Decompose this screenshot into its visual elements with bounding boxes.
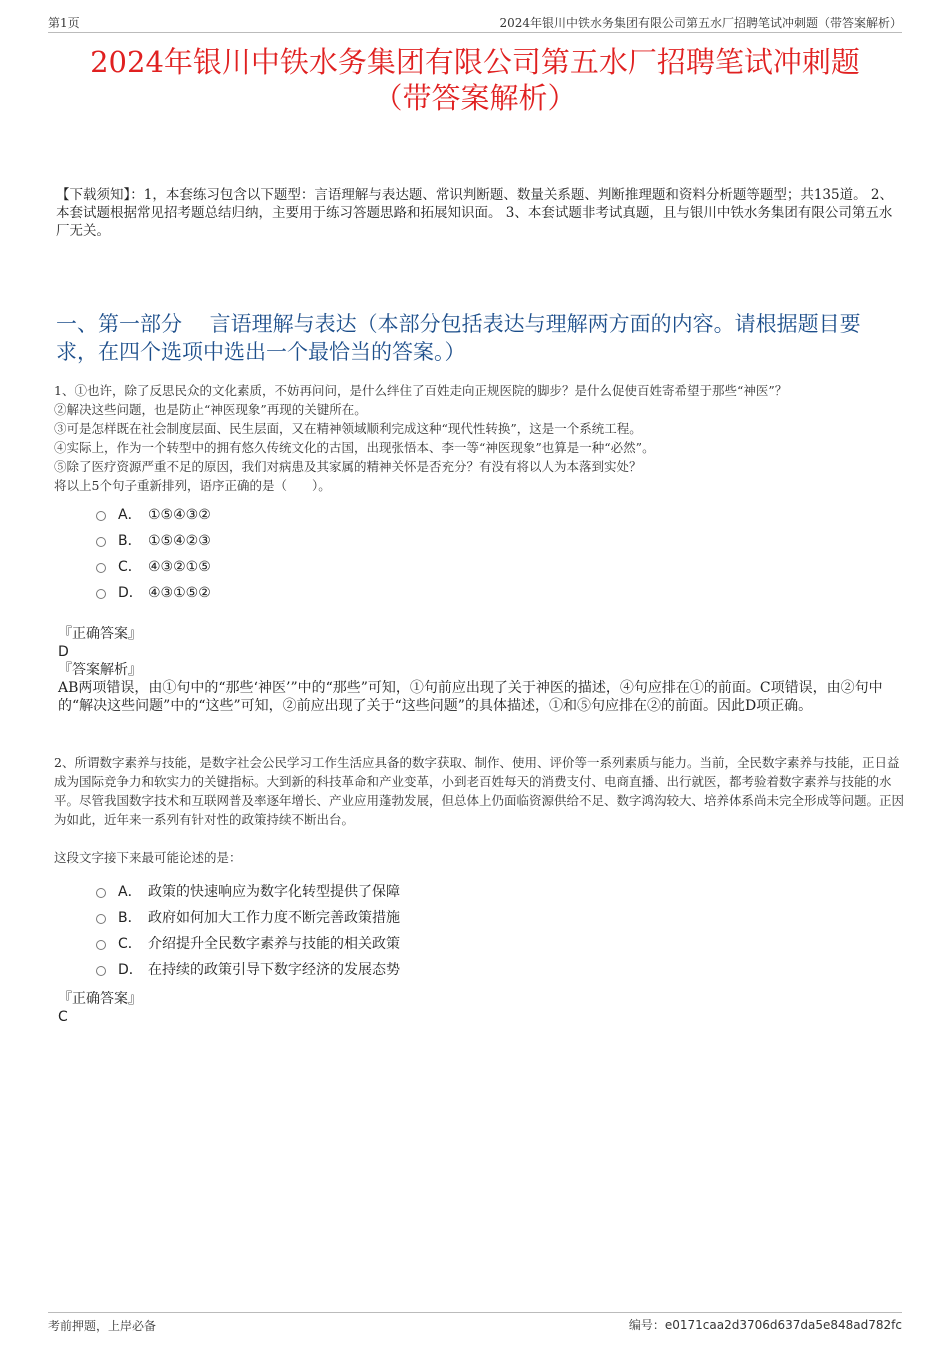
document-code: e0171caa2d3706d637da5e848ad782fc xyxy=(664,1318,902,1332)
answer-value: C xyxy=(58,1009,68,1025)
question-1-line: ②解决这些问题，也是防止“神医现象”再现的关键所在。 xyxy=(54,402,367,417)
footer-slogan: 考前押题，上岸必备 xyxy=(48,1319,157,1333)
analysis-text: AB两项错误，由①句中的“那些‘神医’”中的“那些”可知，①句前应出现了关于神医的描述，④句应排在①的前面。C项错误，由②句中的“解决这些问题”中的“这些”可知，②前应出现了关于“这些问题”的具体描述，①和⑤句应排在②的前面。因此D项正确。 xyxy=(58,680,883,714)
option-b[interactable]: B． ①⑤④②③ xyxy=(96,531,211,557)
radio-icon[interactable] xyxy=(96,914,106,924)
answer-label: 『正确答案』 xyxy=(58,991,142,1007)
question-1-line: ⑤除了医疗资源严重不足的原因，我们对病患及其家属的精神关怀是否充分？有没有将以人为本落到实处？ xyxy=(54,459,642,474)
question-1-line: 1、①也许，除了反思民众的文化素质，不妨再问问，是什么绊住了百姓走向正规医院的脚步？是什么促使百姓寄希望于那些“神医”？ xyxy=(54,383,788,398)
footer-code: 编号：e0171caa2d3706d637da5e848ad782fc xyxy=(628,1318,902,1332)
question-2-stem xyxy=(54,753,904,829)
page-number: 第1页 xyxy=(48,16,80,30)
page-header xyxy=(48,14,902,33)
answer-label: 『正确答案』 xyxy=(58,626,142,642)
radio-icon[interactable] xyxy=(96,511,106,521)
radio-icon[interactable] xyxy=(96,940,106,950)
page-title xyxy=(0,44,950,116)
page-title-line2: （带答案解析） xyxy=(373,81,577,115)
option-a[interactable]: A． ①⑤④③② xyxy=(96,505,211,531)
question-1-line: ③可是怎样既在社会制度层面、民生层面，又在精神领域顺利完成这种“现代性转换”，这是一个系统工程。 xyxy=(54,421,642,436)
option-c[interactable]: C． 介绍提升全民数字素养与技能的相关政策 xyxy=(96,934,400,960)
header-doc-title: 2024年银川中铁水务集团有限公司第五水厂招聘笔试冲刺题（带答案解析） xyxy=(499,16,902,30)
question-2-options xyxy=(96,882,400,986)
radio-icon[interactable] xyxy=(96,888,106,898)
option-a[interactable]: A． 政策的快速响应为数字化转型提供了保障 xyxy=(96,882,400,908)
option-b[interactable]: B． 政府如何加大工作力度不断完善政策措施 xyxy=(96,908,400,934)
radio-icon[interactable] xyxy=(96,589,106,599)
section-heading: 一、第一部分 言语理解与表达（本部分包括表达与理解两方面的内容。请根据题目要求，在四个选项中选出一个最恰当的答案。） xyxy=(56,312,861,364)
option-d[interactable]: D． ④③①⑤② xyxy=(96,583,211,609)
option-d[interactable]: D． 在持续的政策引导下数字经济的发展态势 xyxy=(96,960,400,986)
radio-icon[interactable] xyxy=(96,563,106,573)
radio-icon[interactable] xyxy=(96,966,106,976)
question-1-line: 将以上5个句子重新排列，语序正确的是（ ）。 xyxy=(54,478,331,493)
page-footer xyxy=(48,1312,902,1335)
question-1-options xyxy=(96,505,211,609)
question-1-answer xyxy=(58,625,888,715)
question-2-text: 2、所谓数字素养与技能，是数字社会公民学习工作生活应具备的数字获取、制作、使用、评价等一系列素质与能力。当前，全民数字素养与技能，正日益成为国际竞争力和软实力的关键指标。大到新的科技革命和产业变革，小到老百姓每天的消费支付、电商直播、出行就医，都考验着数字素养与技能的水平。尽管我国数字技术和互联网普及率逐年增长、产业应用蓬勃发展，但总体上仍面临资源供给不足、数字鸿沟较大、培养体系尚未完全形成等问题。正因为如此，近年来一系列有针对性的政策持续不断出台。 xyxy=(54,755,905,827)
question-2-answer xyxy=(58,990,888,1026)
question-1-line: ④实际上，作为一个转型中的拥有悠久传统文化的古国，出现张悟本、李一等“神医现象”也算是一种“必然”。 xyxy=(54,440,655,455)
download-notice: 【下载须知】：1，本套练习包含以下题型：言语理解与表达题、常识判断题、数量关系题、判断推理题和资料分析题等题型；共135道。 2、本套试题根据常见招考题总结归纳，主要用于练习答题思路和拓展知识面。 3、本套试题非考试真题，且与银川中铁水务集团有限公司第五水厂无关。 xyxy=(56,187,893,239)
option-c[interactable]: C． ④③②①⑤ xyxy=(96,557,211,583)
question-2-prompt: 这段文字接下来最可能论述的是： xyxy=(54,850,242,865)
radio-icon[interactable] xyxy=(96,537,106,547)
answer-value: D xyxy=(58,644,69,660)
page-title-line1: 2024年银川中铁水务集团有限公司第五水厂招聘笔试冲刺题 xyxy=(90,45,860,79)
analysis-label: 『答案解析』 xyxy=(58,662,142,678)
question-1-stem xyxy=(54,381,904,495)
